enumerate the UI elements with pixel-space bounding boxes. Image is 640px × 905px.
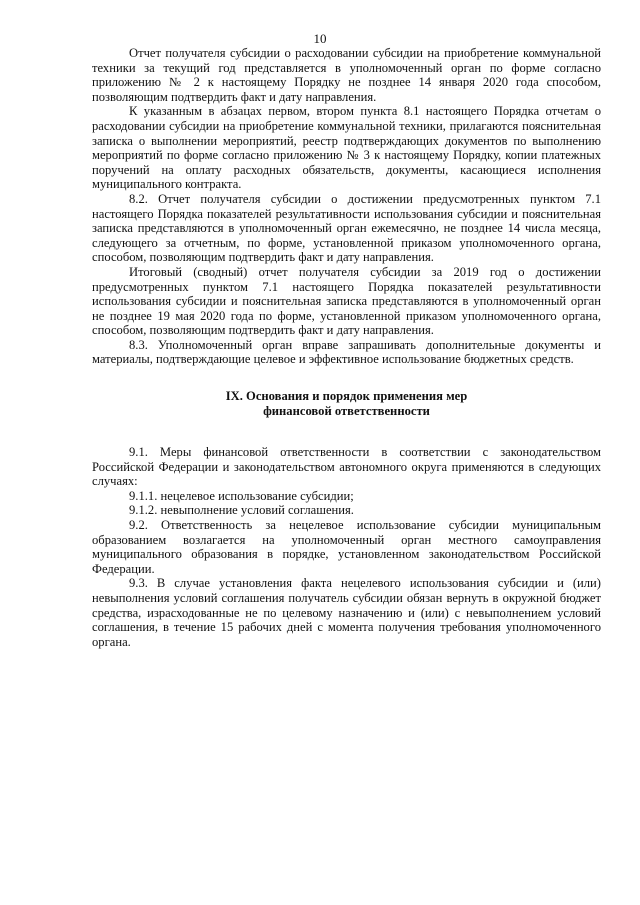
paragraph-9-3: 9.3. В случае установления факта нецелевого использования субсидии и (или) невыполнения условий соглашения получатель субсидии обязан вернуть в окружной бюджет средства, израсходованные не по целевому назначению и (или) с невыполнением условий соглашения, в течение 15 рабочих дней с момента получения требования уполномоченного органа. [92, 576, 601, 649]
paragraph-attachments: К указанным в абзацах первом, втором пункта 8.1 настоящего Порядка отчетам о расходовании субсидии на приобретение коммунальной техники, прилагаются пояснительная записка о выполнении мероприятий, реестр подтверждающих документов по выполнению мероприятий по форме согласно приложению № 3 к настоящему Порядку, копии платежных поручений на оплату расходных обязательств, документы, касающиеся исполнения муниципального контракта. [92, 104, 601, 192]
paragraph-9-1-1: 9.1.1. нецелевое использование субсидии; [129, 488, 354, 503]
document-body [92, 46, 601, 649]
section-heading-line-2: финансовой ответственности [263, 404, 430, 419]
section-heading-line-1: IX. Основания и порядок применения мер [225, 389, 468, 404]
paragraph-9-2: 9.2. Ответственность за нецелевое использование субсидии муниципальным образованием возлагается на уполномоченный орган местного самоуправления муниципального образования в порядке, установленном законодательством Российской Федерации. [92, 518, 601, 576]
paragraph-9-1: 9.1. Меры финансовой ответственности в соответствии с законодательством Российской Федерации и законодательством автономного округа применяются в следующих случаях: [92, 445, 601, 489]
paragraph-8-3: 8.3. Уполномоченный орган вправе запрашивать дополнительные документы и материалы, подтверждающие целевое и эффективное использование бюджетных средств. [92, 337, 601, 367]
paragraph-report-annual: Отчет получателя субсидии о расходовании субсидии на приобретение коммунальной техники за текущий год представляется в уполномоченный орган по форме согласно приложению № 2 к настоящему Порядку не позднее 14 января 2020 года способом, позволяющим подтвердить факт и дату направления. [92, 46, 601, 104]
paragraph-9-1-2: 9.1.2. невыполнение условий соглашения. [129, 503, 354, 518]
paragraph-final-report: Итоговый (сводный) отчет получателя субсидии за 2019 год о достижении предусмотренных пунктом 7.1 настоящего Порядка показателей результативности использования субсидии и пояснительная записка представляются в уполномоченный орган не позднее 19 мая 2020 года по форме, установленной приказом уполномоченного органа, способом, позволяющим подтвердить факт и дату направления. [92, 264, 601, 338]
page-number: 10 [313, 31, 327, 46]
section-heading [92, 389, 601, 419]
paragraph-8-2: 8.2. Отчет получателя субсидии о достижении предусмотренных пунктом 7.1 настоящего Порядка показателей результативности использования субсидии и пояснительная записка представляются в уполномоченный орган ежемесячно, не позднее 14 числа месяца, следующего за отчетным, по форме, установленной приказом уполномоченного органа, способом, позволяющим подтвердить факт и дату направления. [92, 191, 601, 265]
